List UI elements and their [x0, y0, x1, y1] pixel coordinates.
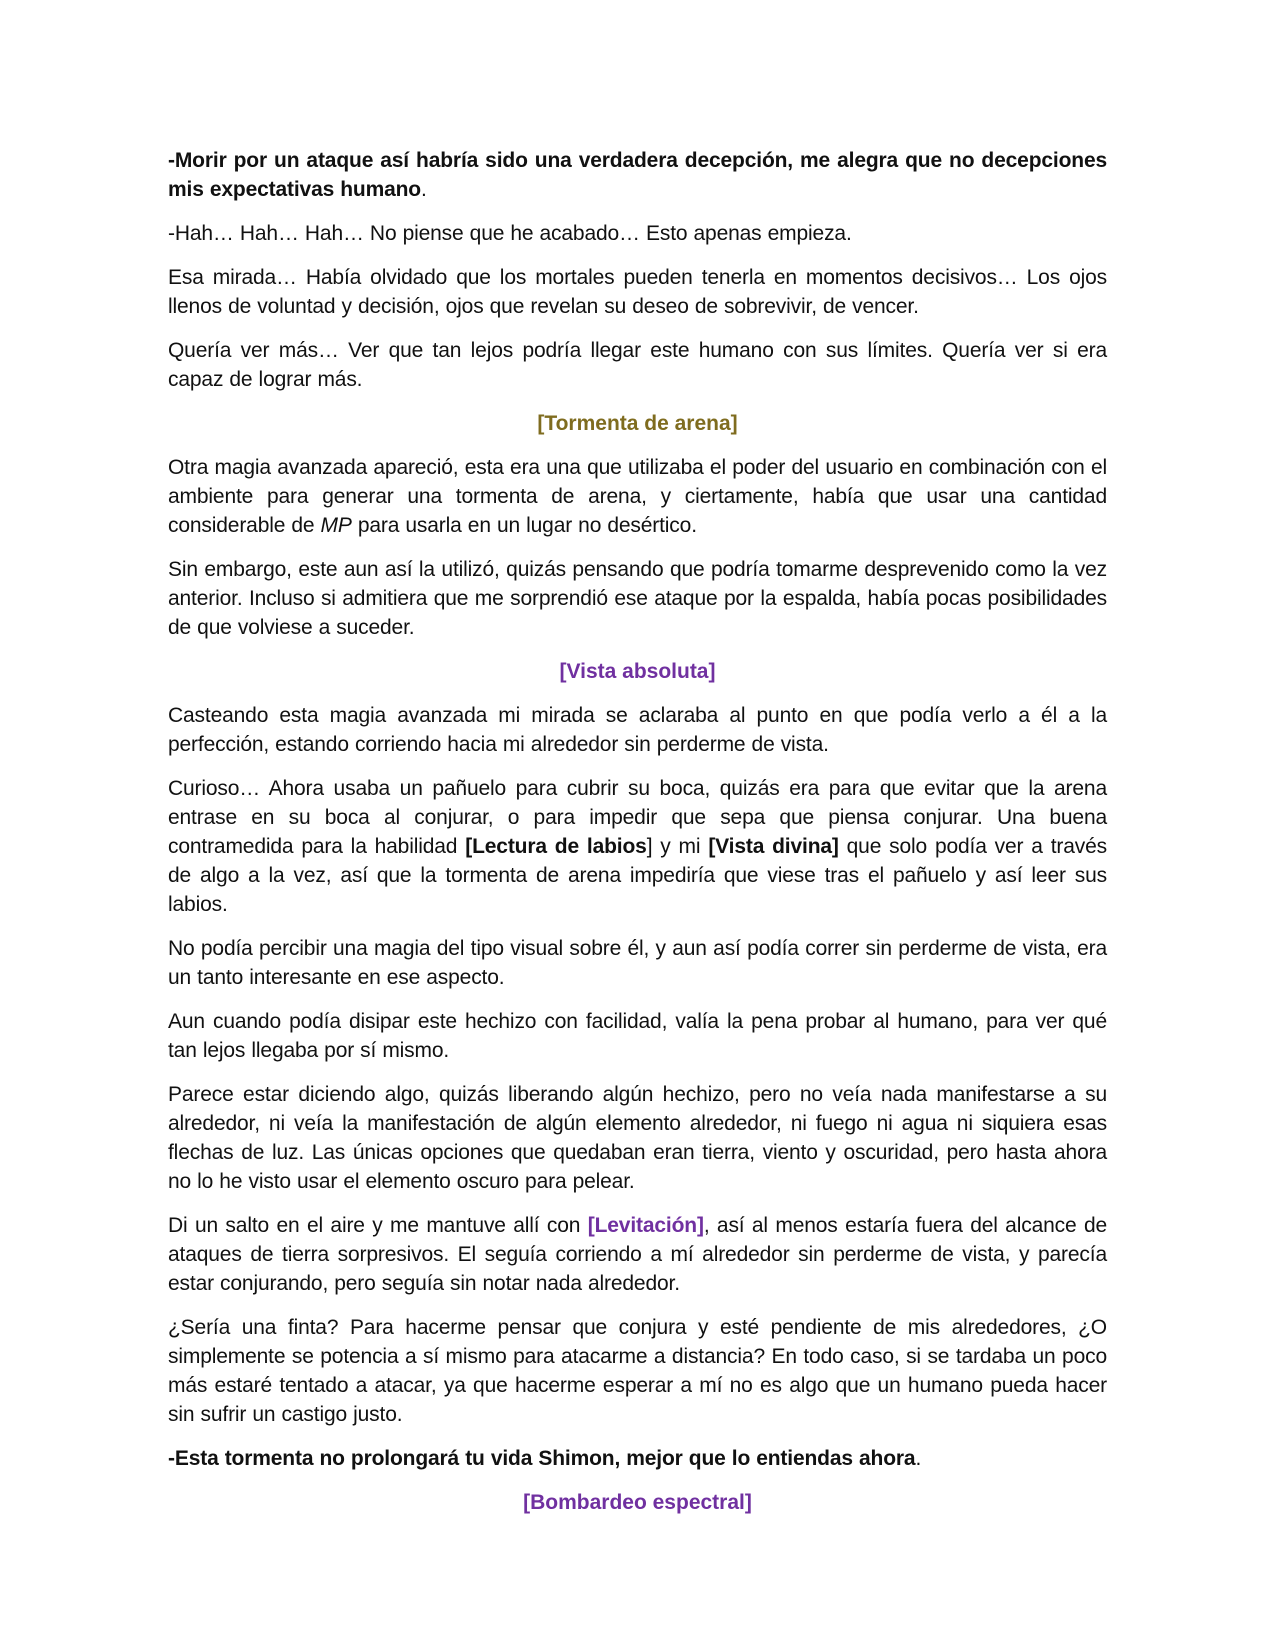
paragraph-no-podia-percibir [168, 934, 1107, 992]
paragraph-text: -Hah… Hah… Hah… No piense que he acabado… Esto apenas empieza. [168, 222, 852, 245]
dialogue-period: . [915, 1447, 922, 1470]
paragraph-otra-magia [168, 453, 1107, 540]
paragraph-parece-estar [168, 1080, 1107, 1196]
paragraph-dialogue-morir [168, 146, 1107, 204]
paragraph-dialogue-esta-tormenta [168, 1444, 1107, 1473]
paragraph-curioso [168, 774, 1107, 919]
paragraph-text: , así al menos estaría fuera del alcance de ataques de tierra sorpresivos. El seguía corriendo a mí alrededor sin perderme de vista, y parecía estar conjurando, pero seguía sin notar nada alrededor. [168, 1214, 1107, 1295]
paragraph-text: Esa mirada… Había olvidado que los mortales pueden tenerla en momentos decisivos… Los ojos llenos de voluntad y decisión, ojos que revelan su deseo de sobrevivir, de vencer. [168, 266, 1107, 318]
spell-levitacion: [Levitación] [587, 1214, 704, 1237]
spell-heading-bombardeo-espectral: [Bombardeo espectral] [523, 1491, 752, 1514]
spell-heading-tormenta-de-arena: [Tormenta de arena] [537, 412, 738, 435]
mp-italic-text: MP [320, 514, 352, 537]
dialogue-bold-text: -Esta tormenta no prolongará tu vida Shimon, mejor que lo entiendas ahora [168, 1447, 916, 1470]
paragraph-text: Aun cuando podía disipar este hechizo con facilidad, valía la pena probar al humano, para ver qué tan lejos llegaba por sí mismo. [168, 1010, 1107, 1062]
paragraph-text: Parece estar diciendo algo, quizás liberando algún hechizo, pero no veía nada manifestarse a su alrededor, ni veía la manifestación de algún elemento alrededor, ni fuego ni agua ni siquiera esas flechas de luz. Las únicas opciones que quedaban eran tierra, viento y oscuridad, pero hasta ahora no lo he visto usar el elemento oscuro para pelear. [168, 1083, 1107, 1193]
paragraph-text: Sin embargo, este aun así la utilizó, quizás pensando que podría tomarme desprevenido como la vez anterior. Incluso si admitiera que me sorprendió ese ataque por la espalda, había pocas posibilidades de que volviese a suceder. [168, 558, 1107, 639]
paragraph-esa-mirada [168, 263, 1107, 321]
paragraph-text: Di un salto en el aire y me mantuve allí con [168, 1214, 588, 1237]
paragraph-seria-una-finta [168, 1313, 1107, 1429]
dialogue-bold-text: -Morir por un ataque así habría sido una verdadera decepción, me alegra que no decepciones mis expectativas humano [168, 149, 1107, 201]
paragraph-di-un-salto [168, 1211, 1107, 1298]
paragraph-aun-cuando [168, 1007, 1107, 1065]
paragraph-text: para usarla en un lugar no desértico. [351, 514, 697, 537]
paragraph-text: que solo podía ver a través de algo a la vez, así que la tormenta de arena impediría que viese tras el pañuelo y así leer sus labios. [168, 835, 1108, 916]
paragraph-text: Otra magia avanzada apareció, esta era una que utilizaba el poder del usuario en combinación con el ambiente para generar una tormenta de arena, y ciertamente, había que usar una cantidad considerable de [168, 456, 1107, 537]
paragraph-text: Curioso… Ahora usaba un pañuelo para cubrir su boca, quizás era para que evitar que la arena entrase en su boca al conjurar, o para impedir que sepa que piensa conjurar. Una buena contramedida para la habilidad [168, 777, 1107, 858]
paragraph-text: No podía percibir una magia del tipo visual sobre él, y aun así podía correr sin perderme de vista, era un tanto interesante en ese aspecto. [168, 937, 1107, 989]
paragraph-queria-ver-mas [168, 336, 1107, 394]
paragraph-text: Casteando esta magia avanzada mi mirada se aclaraba al punto en que podía verlo a él a la perfección, estando corriendo hacia mi alrededor sin perderme de vista. [168, 704, 1107, 756]
paragraph-casteando [168, 701, 1107, 759]
dialogue-period: . [421, 178, 427, 201]
spell-heading-vista-absoluta: [Vista absoluta] [559, 660, 716, 683]
paragraph-text: Quería ver más… Ver que tan lejos podría llegar este humano con sus límites. Quería ver si era capaz de lograr más. [168, 339, 1107, 391]
paragraph-sin-embargo [168, 555, 1107, 642]
skill-lectura-de-labios: [Lectura de labios [465, 835, 647, 858]
paragraph-text: ] y mi [646, 835, 709, 858]
skill-vista-divina: [Vista divina] [708, 835, 839, 858]
paragraph-dialogue-hah [168, 219, 1107, 248]
paragraph-text: ¿Sería una finta? Para hacerme pensar que conjura y esté pendiente de mis alrededores, ¿O simplemente se potencia a sí mismo para atacarme a distancia? En todo caso, si se tardaba un poco más estaré tentado a atacar, ya que hacerme esperar a mí no es algo que un humano pueda hacer sin sufrir un castigo justo. [168, 1316, 1107, 1426]
